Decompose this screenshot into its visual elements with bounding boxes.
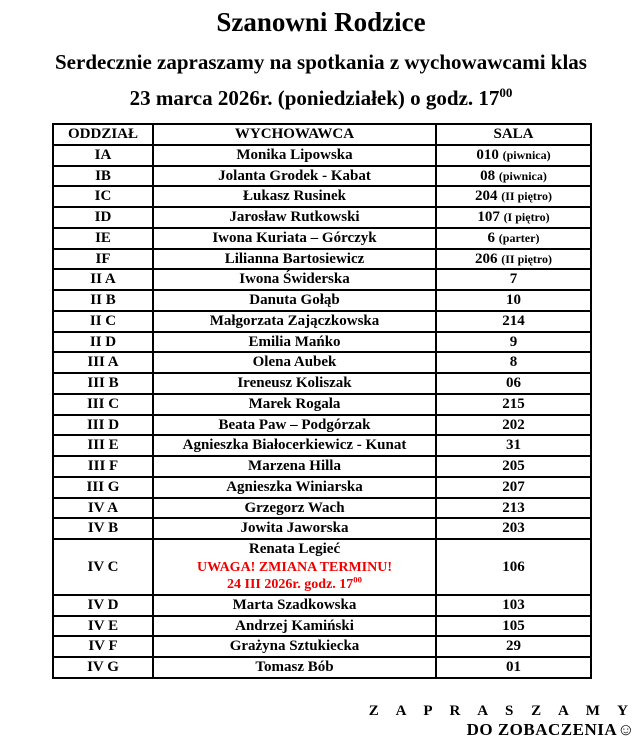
table-row (53, 394, 591, 415)
class-cell: IV F (53, 636, 153, 657)
teacher-cell (153, 616, 436, 637)
column-header-wychowawca: WYCHOWAWCA (153, 124, 436, 145)
column-header-sala: SALA (436, 124, 591, 145)
closing-do-zobaczenia: DO ZOBACZENIA☺ (466, 720, 635, 739)
class-cell: IA (53, 145, 153, 166)
room-number: 08 (480, 167, 496, 184)
table-row (53, 415, 591, 436)
room-cell (436, 518, 591, 539)
room-number: 107 (477, 209, 500, 225)
teacher-name: Jolanta Grodek - Kabat (218, 167, 371, 184)
warning-notice: UWAGA! ZMIANA TERMINU! (197, 559, 392, 575)
room-number: 204 (474, 188, 498, 205)
teacher-cell (153, 269, 436, 290)
teacher-cell (153, 657, 436, 678)
table-row (53, 539, 591, 595)
closing-zapraszamy: Z A P R A S Z A M Y (368, 703, 635, 719)
room-cell (436, 207, 591, 228)
room-cell (436, 166, 591, 187)
teacher-name: Olena Aubek (252, 354, 337, 371)
room-cell (436, 477, 591, 498)
teacher-cell (153, 166, 436, 187)
room-cell (436, 290, 591, 311)
teacher-cell (153, 207, 436, 228)
class-cell: IV G (53, 657, 153, 678)
room-number: 29 (506, 638, 521, 655)
class-cell: IB (53, 166, 153, 187)
room-number: 010 (476, 146, 499, 163)
table-body (53, 145, 591, 678)
class-cell: IV B (53, 518, 153, 539)
room-cell (436, 595, 591, 616)
class-cell: III A (53, 352, 153, 373)
room-number: 10 (506, 292, 521, 308)
teacher-name: Marek Rogala (248, 395, 341, 412)
room-number: 215 (502, 395, 525, 412)
room-cell (436, 373, 591, 394)
warning-time-superscript: 00 (353, 574, 362, 585)
teacher-name: Monika Lipowska (236, 146, 353, 163)
class-cell: II C (53, 311, 153, 332)
table-row (53, 269, 591, 290)
room-number: 8 (509, 354, 518, 371)
teacher-name: Grzegorz Wach (244, 499, 345, 516)
room-floor-note: (parter) (498, 230, 540, 245)
table-row (53, 207, 591, 228)
teacher-name: Emilia Mańko (248, 333, 341, 350)
class-cell: IC (53, 186, 153, 207)
table-row (53, 352, 591, 373)
teacher-cell (153, 394, 436, 415)
teacher-name: Iwona Świderska (239, 271, 350, 288)
room-number: 7 (509, 271, 518, 288)
teacher-cell (153, 290, 436, 311)
invitation-subtitle: Serdecznie zapraszamy na spotkania z wychowawcami klas (55, 50, 587, 74)
class-cell: III D (53, 415, 153, 436)
teacher-name: Jowita Jaworska (240, 520, 349, 537)
class-cell: III B (53, 373, 153, 394)
teacher-name: Marzena Hilla (248, 458, 341, 474)
room-floor-note: (piwnica) (498, 168, 547, 183)
table-row (53, 477, 591, 498)
warning-new-date: 24 III 2026r. godz. $17^{00}$ (227, 574, 362, 593)
room-cell (436, 145, 591, 166)
room-number: 105 (502, 617, 525, 634)
room-number: 202 (502, 416, 525, 433)
teacher-cell (153, 352, 436, 373)
room-cell (436, 311, 591, 332)
class-cell: III F (53, 456, 153, 477)
room-number: 205 (502, 458, 525, 474)
class-cell: ID (53, 207, 153, 228)
teacher-name: Łukasz Rusinek (243, 188, 346, 205)
teacher-name: Małgorzata Zajączkowska (209, 312, 380, 329)
table-row (53, 498, 591, 519)
room-cell (436, 269, 591, 290)
table-row (53, 595, 591, 616)
room-cell (436, 435, 591, 456)
room-number: 203 (502, 520, 525, 537)
class-cell: IE (53, 228, 153, 249)
teacher-name: Andrzej Kamiński (235, 617, 354, 634)
room-number: 31 (506, 437, 521, 454)
meeting-time-superscript: 00 (499, 85, 513, 100)
teacher-cell (153, 228, 436, 249)
teacher-name: Agnieszka Winiarska (226, 478, 363, 495)
room-cell (436, 616, 591, 637)
column-header-oddzial: ODDZIAŁ (53, 124, 153, 145)
room-number: 207 (502, 478, 525, 495)
teacher-cell (153, 145, 436, 166)
room-number: 9 (509, 333, 518, 350)
page-title: Szanowni Rodzice (216, 7, 426, 37)
room-cell (436, 498, 591, 519)
class-cell: II D (53, 332, 153, 353)
table-row (53, 228, 591, 249)
class-cell: II A (53, 269, 153, 290)
teacher-cell (153, 595, 436, 616)
table-header-row (53, 124, 591, 145)
teacher-name: Tomasz Bób (255, 659, 334, 675)
table-row (53, 616, 591, 637)
teacher-name: Marta Szadkowska (232, 596, 357, 613)
room-cell (436, 228, 591, 249)
room-cell (436, 657, 591, 678)
teacher-name: Jarosław Rutkowski (229, 209, 360, 225)
room-number: 6 (487, 229, 496, 246)
class-cell: IV A (53, 498, 153, 519)
teacher-name: Beata Paw – Podgórzak (218, 416, 371, 433)
teacher-cell (153, 498, 436, 519)
meeting-date-line (0, 86, 642, 111)
room-floor-note: (II piętro) (501, 189, 553, 204)
table-row (53, 332, 591, 353)
teacher-name: Iwona Kuriata – Górczyk (212, 229, 377, 246)
room-cell (436, 539, 591, 595)
table-row (53, 373, 591, 394)
class-cell: II B (53, 290, 153, 311)
table-row (53, 518, 591, 539)
class-cell: IV D (53, 595, 153, 616)
table-row (53, 636, 591, 657)
room-number: 213 (502, 499, 525, 516)
room-cell (436, 249, 591, 270)
teacher-cell (153, 518, 436, 539)
meeting-date-text: 23 marca 2026r. (poniedziałek) o godz. 17 (129, 86, 500, 110)
teacher-cell (153, 249, 436, 270)
teacher-cell (153, 415, 436, 436)
table-row (53, 290, 591, 311)
class-cell: III E (53, 435, 153, 456)
teacher-cell (153, 332, 436, 353)
room-number: 01 (506, 659, 521, 675)
table-row (53, 435, 591, 456)
teacher-cell (153, 373, 436, 394)
room-cell (436, 415, 591, 436)
table-row (53, 249, 591, 270)
teacher-cell (153, 311, 436, 332)
room-number: 06 (506, 375, 521, 391)
room-floor-note: (I piętro) (503, 210, 550, 224)
table-row (53, 145, 591, 166)
table-row (53, 311, 591, 332)
room-cell (436, 456, 591, 477)
room-cell (436, 636, 591, 657)
teacher-cell (153, 186, 436, 207)
room-cell (436, 332, 591, 353)
room-cell (436, 394, 591, 415)
table-row (53, 186, 591, 207)
teacher-cell (153, 539, 436, 595)
table-row (53, 456, 591, 477)
teacher-name: Agnieszka Białocerkiewicz - Kunat (182, 437, 407, 454)
room-floor-note: (II piętro) (501, 251, 553, 266)
class-cell: III G (53, 477, 153, 498)
room-floor-note: (piwnica) (502, 147, 551, 162)
class-cell: IV E (53, 616, 153, 637)
room-number: 106 (502, 558, 525, 575)
room-number: 103 (502, 596, 525, 613)
class-cell: IV C (53, 539, 153, 595)
teacher-cell (153, 477, 436, 498)
teacher-cell (153, 435, 436, 456)
room-cell (436, 186, 591, 207)
class-cell: IF (53, 249, 153, 270)
class-schedule-table (52, 123, 592, 679)
teacher-name: Grażyna Sztukiecka (229, 638, 360, 655)
room-number: 206 (474, 250, 498, 267)
teacher-name: Danuta Gołąb (249, 292, 340, 308)
teacher-cell (153, 636, 436, 657)
teacher-name: Lilianna Bartosiewicz (224, 250, 365, 267)
table-row (53, 166, 591, 187)
closing-message (369, 703, 635, 740)
table-row (53, 657, 591, 678)
teacher-name: Ireneusz Koliszak (237, 375, 352, 391)
class-cell: III C (53, 394, 153, 415)
room-number: 214 (502, 312, 525, 329)
teacher-name: Renata Legieć (248, 541, 341, 557)
teacher-cell (153, 456, 436, 477)
room-cell (436, 352, 591, 373)
